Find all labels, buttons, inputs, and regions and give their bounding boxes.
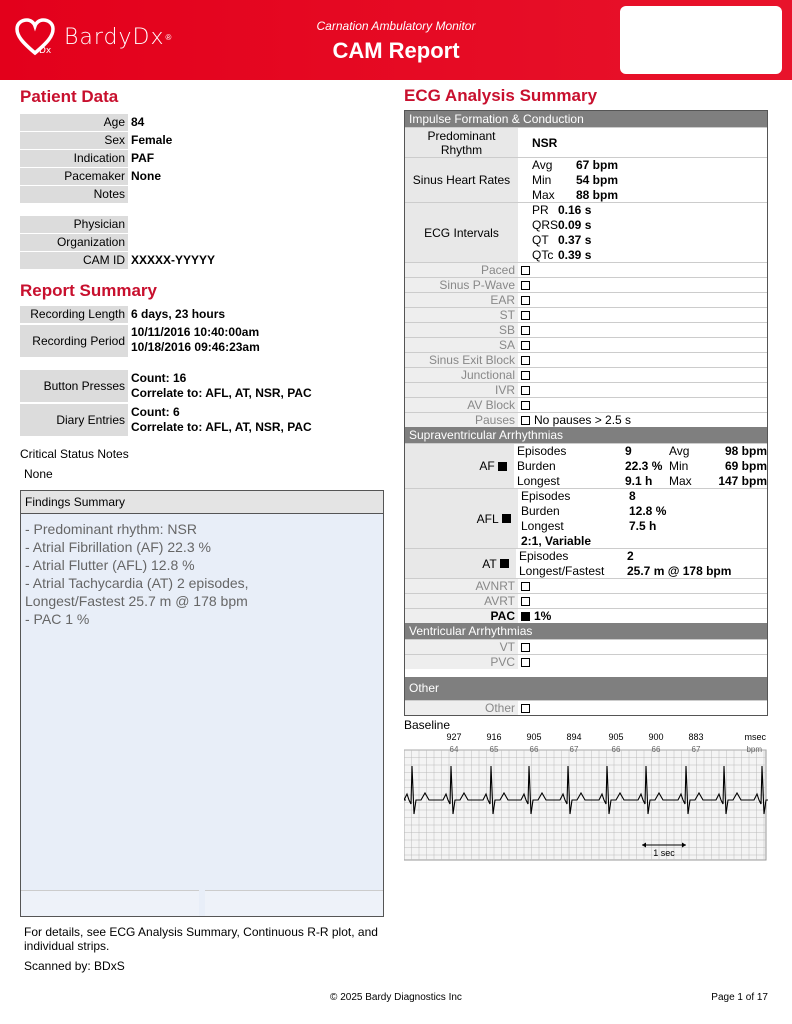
af-min-label: Min [669,459,689,473]
band-impulse-formation: Impulse Formation & Conduction [405,111,767,127]
findings-summary-body [21,514,383,634]
rr-bpm-label: 66 [529,745,539,754]
patient2-label-1: Organization [20,234,128,251]
pauses-label: Pauses [405,413,518,427]
recording-period-start: 10/11/2016 10:40:00am [131,325,260,339]
rr-msec-label: 905 [608,732,624,742]
afl-checkbox [502,514,511,523]
ecg-summary-title: ECG Analysis Summary [404,86,598,105]
patient-value-0: 84 [131,115,145,129]
rhythm-checkbox [521,311,530,320]
pac-value: 1% [534,609,552,623]
diary-entries-count: Count: 6 [131,405,180,419]
rhythm-check-label: ST [405,308,518,322]
rr-msec-label: 894 [566,732,582,742]
rhythm-check-label: SA [405,338,518,352]
rhythm-checkbox [521,356,530,365]
rr-msec-label: 916 [486,732,502,742]
at-longest-fastest-value: 25.7 m @ 178 bpm [627,564,732,578]
ecg-intervals-values [518,203,767,262]
rr-bpm-label: 66 [651,745,661,754]
patient-value-3: None [131,169,161,183]
band-supraventricular: Supraventricular Arrhythmias [405,427,767,443]
ecg-intervals-label: ECG Intervals [405,203,518,262]
pvc-checkbox [521,658,530,667]
rhythm-checkbox [521,266,530,275]
scanned-by: Scanned by: BDxS [24,959,125,973]
rr-msec-label: 883 [688,732,704,742]
findings-line: - Predominant rhythm: NSR [25,521,197,537]
rhythm-checkbox [521,371,530,380]
heart-logo-icon [14,18,56,56]
shr-value: 67 bpm [576,158,619,172]
interval-value: 0.09 s [558,218,592,232]
avnrt-label: AVNRT [405,579,518,593]
findings-line: - Atrial Flutter (AFL) 12.8 % [25,557,195,573]
details-note: For details, see ECG Analysis Summary, Continuous R-R plot, and individual strips. [24,925,378,953]
rr-bpm-label: 67 [569,745,579,754]
other-checkbox [521,704,530,713]
rhythm-check-label: AV Block [405,398,518,412]
diary-entries-label: Diary Entries [20,404,128,436]
patient-label-4: Notes [20,186,128,203]
rhythm-check-label: SB [405,323,518,337]
sinus-heart-rates-label: Sinus Heart Rates [405,158,518,202]
findings-line: - Atrial Fibrillation (AF) 22.3 % [25,539,211,555]
patient2-value-2: XXXXX-YYYYY [131,253,216,267]
predominant-rhythm-label: Predominant Rhythm [405,128,518,157]
predominant-rhythm-value: NSR [532,136,558,150]
af-avg-value: 98 bpm [724,444,767,458]
band-other: Other [405,669,767,700]
header-title: CAM Report [332,38,460,63]
band-ventricular: Ventricular Arrhythmias [405,623,767,639]
afl-episodes-value: 8 [629,489,636,503]
patient2-label-2: CAM ID [20,252,128,269]
diary-entries-correlate: Correlate to: AFL, AT, NSR, PAC [131,420,312,434]
rr-bpm-label: 64 [449,745,459,754]
sinus-heart-rates-values [518,158,767,202]
at-checkbox [500,559,509,568]
critical-status-label: Critical Status Notes [20,447,129,461]
patient-label-0: Age [20,114,128,131]
afl-label: AFL [476,511,499,526]
rr-msec-label: 927 [446,732,462,742]
recording-period-end: 10/18/2016 09:46:23am [131,340,260,354]
vt-checkbox [521,643,530,652]
af-episodes-value: 9 [625,444,632,458]
afl-episodes-label: Episodes [521,489,571,503]
afl-conduction: 2:1, Variable [521,534,592,548]
brand-logo [14,18,171,56]
recording-period-label: Recording Period [20,325,128,357]
at-details [516,549,767,578]
shr-value: 88 bpm [576,188,619,202]
shr-value: 54 bpm [576,173,619,187]
pauses-checkbox [521,416,530,425]
rhythm-check-label: IVR [405,383,518,397]
pvc-label: PVC [405,655,518,669]
interval-label: QT [532,233,549,247]
at-episodes-label: Episodes [519,549,569,563]
shr-label: Min [532,173,552,187]
af-max-value: 147 bpm [718,474,767,488]
button-presses-count: Count: 16 [131,371,187,385]
rr-msec-label: 905 [526,732,542,742]
afl-details [518,489,767,548]
shr-label: Avg [532,158,553,172]
recording-length-value: 6 days, 23 hours [131,307,226,321]
rhythm-checkbox [521,341,530,350]
button-presses-correlate: Correlate to: AFL, AT, NSR, PAC [131,386,312,400]
brand-registered-mark: ® [165,32,172,42]
af-label: AF [479,459,495,473]
pac-label: PAC [405,609,518,623]
af-episodes-label: Episodes [517,444,567,458]
rhythm-checkbox [521,281,530,290]
findings-line: - Atrial Tachycardia (AT) 2 episodes, [25,575,249,591]
other-label: Other [405,701,518,715]
patient-label-2: Indication [20,150,128,167]
patient-value-2: PAF [131,151,155,165]
rhythm-checkbox [521,386,530,395]
interval-label: QRS [532,218,559,232]
afl-burden-value: 12.8 % [629,504,667,518]
baseline-title: Baseline [404,718,451,732]
findings-footer [21,890,383,916]
af-avg-label: Avg [669,444,690,458]
patient-label-3: Pacemaker [20,168,128,185]
findings-line: - PAC 1 % [25,611,90,627]
rr-bpm-label: 65 [489,745,499,754]
af-burden-value: 22.3 % [625,459,663,473]
findings-line: Longest/Fastest 25.7 m @ 178 bpm [25,593,248,609]
header-blank-box [620,6,782,74]
button-presses-label: Button Presses [20,370,128,402]
af-burden-label: Burden [517,459,556,473]
header-subtitle: Carnation Ambulatory Monitor [316,19,476,33]
pauses-value: No pauses > 2.5 s [534,413,632,427]
report-header [0,0,792,80]
footer-page-number: Page 1 of 17 [711,992,768,1003]
rhythm-check-label: Junctional [405,368,518,382]
af-longest-label: Longest [517,474,560,488]
svg-text:Dx: Dx [39,46,52,56]
scale-label: 1 sec [653,848,675,858]
afl-burden-label: Burden [521,504,560,518]
patient-data-title: Patient Data [20,87,119,106]
footer-copyright: © 2025 Bardy Diagnostics Inc [330,992,462,1003]
afl-longest-label: Longest [521,519,564,533]
critical-status-value: None [24,467,53,481]
rhythm-check-label: Paced [405,263,518,277]
at-label: AT [482,556,497,571]
bpm-unit-label: bpm [746,745,762,754]
rhythm-check-label: EAR [405,293,518,307]
avrt-checkbox [521,597,530,606]
avrt-label: AVRT [405,594,518,608]
interval-value: 0.16 s [558,203,592,217]
interval-value: 0.37 s [558,233,592,247]
rhythm-check-label: Sinus P-Wave [405,278,518,292]
at-episodes-value: 2 [627,549,634,563]
report-summary-title: Report Summary [20,281,157,300]
findings-summary-panel [20,490,384,917]
baseline-ecg-strip [404,730,768,862]
rr-bpm-label: 67 [691,745,701,754]
shr-label: Max [532,188,555,202]
afl-longest-value: 7.5 h [629,519,657,533]
recording-length-label: Recording Length [20,306,128,323]
af-min-value: 69 bpm [724,459,767,473]
brand-name: BardyDx [64,24,165,50]
pac-checkbox [521,612,530,621]
rr-msec-label: 900 [648,732,664,742]
ecg-summary-table [404,110,768,716]
af-details [514,444,767,488]
rr-bpm-label: 66 [611,745,621,754]
avnrt-checkbox [521,582,530,591]
af-checkbox [498,462,507,471]
msec-unit-label: msec [744,732,766,742]
rhythm-checkbox [521,401,530,410]
patient-value-1: Female [131,133,173,147]
at-longest-fastest-label: Longest/Fastest [519,564,605,578]
rhythm-check-label: Sinus Exit Block [405,353,518,367]
interval-label: PR [532,203,549,217]
af-max-label: Max [669,474,692,488]
af-longest-value: 9.1 h [625,474,653,488]
interval-value: 0.39 s [558,248,592,262]
vt-label: VT [405,640,518,654]
rhythm-checkbox [521,326,530,335]
patient2-label-0: Physician [20,216,128,233]
interval-label: QTc [532,248,554,262]
rhythm-checkbox [521,296,530,305]
findings-summary-title: Findings Summary [21,491,383,514]
patient-label-1: Sex [20,132,128,149]
